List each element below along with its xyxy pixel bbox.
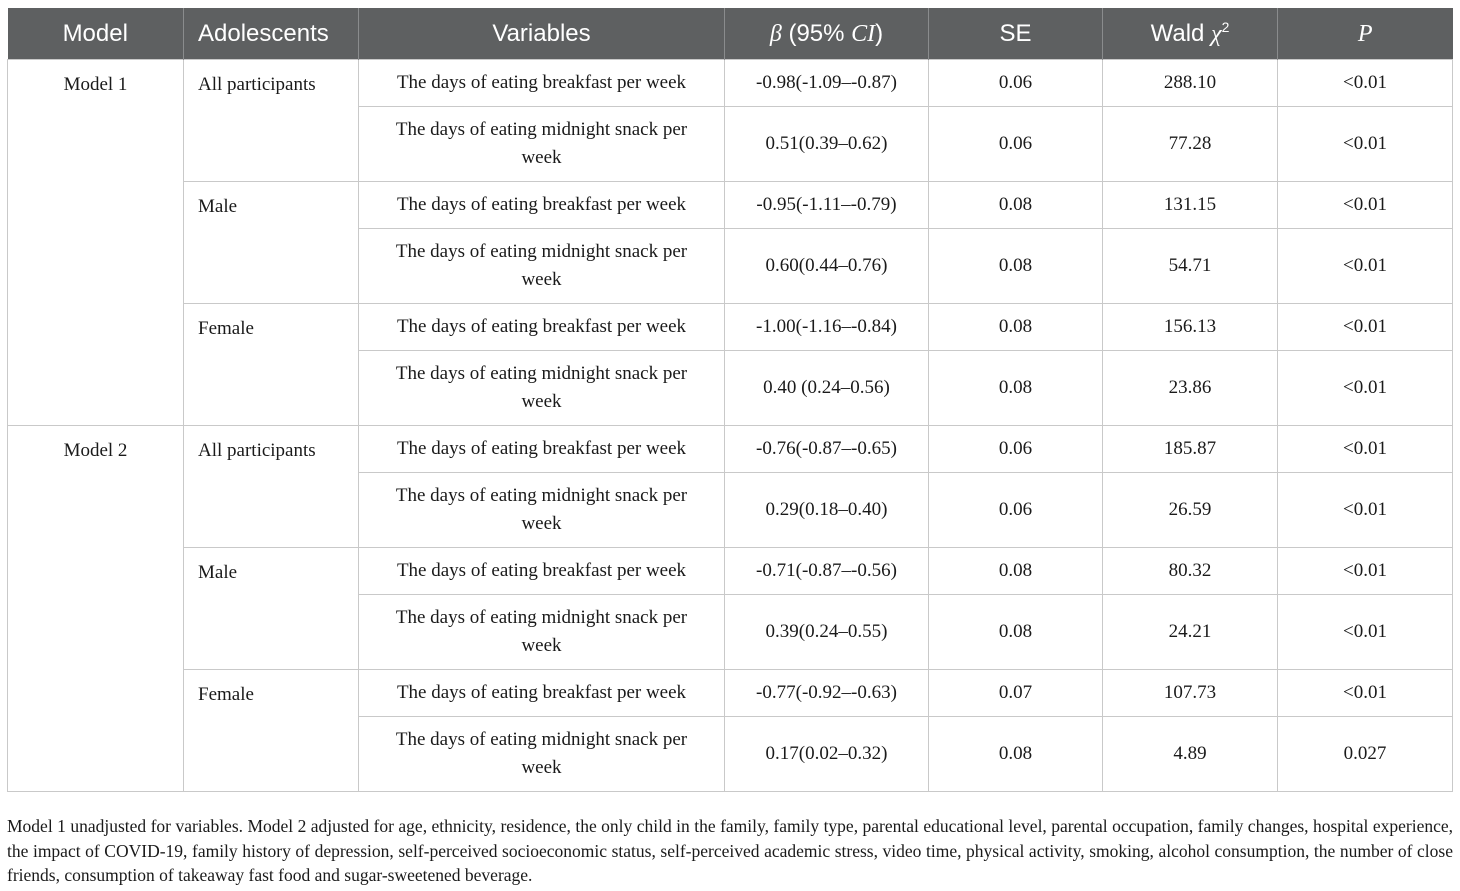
beta-cell: 0.39(0.24–0.55) (725, 595, 929, 670)
beta-cell: -0.71(-0.87–-0.56) (725, 548, 929, 595)
wald-cell: 185.87 (1103, 426, 1278, 473)
wald-cell: 77.28 (1103, 107, 1278, 182)
header-variables: Variables (359, 8, 725, 60)
wald-label: Wald (1150, 20, 1212, 47)
adolescents-cell: All participants (184, 426, 359, 548)
p-value-cell: <0.01 (1278, 107, 1453, 182)
beta-cell: -0.95(-1.11–-0.79) (725, 182, 929, 229)
se-cell: 0.06 (929, 60, 1103, 107)
variable-cell: The days of eating breakfast per week (359, 426, 725, 473)
p-value-cell: <0.01 (1278, 670, 1453, 717)
wald-cell: 54.71 (1103, 229, 1278, 304)
wald-cell: 23.86 (1103, 351, 1278, 426)
p-value-cell: <0.01 (1278, 473, 1453, 548)
adolescents-cell: Male (184, 548, 359, 670)
p-value-cell: <0.01 (1278, 304, 1453, 351)
beta-cell: -0.76(-0.87–-0.65) (725, 426, 929, 473)
variable-cell: The days of eating midnight snack per week (359, 229, 725, 304)
header-p (1278, 8, 1453, 60)
p-value-cell: <0.01 (1278, 229, 1453, 304)
wald-cell: 26.59 (1103, 473, 1278, 548)
variable-cell: The days of eating midnight snack per week (359, 473, 725, 548)
beta-cell: 0.29(0.18–0.40) (725, 473, 929, 548)
p-value-cell: <0.01 (1278, 595, 1453, 670)
wald-cell: 131.15 (1103, 182, 1278, 229)
variable-cell: The days of eating midnight snack per week (359, 717, 725, 792)
se-cell: 0.08 (929, 717, 1103, 792)
beta-close: ) (875, 19, 884, 47)
variable-cell: The days of eating midnight snack per week (359, 595, 725, 670)
beta-ci-label: CI (851, 20, 876, 47)
variable-cell: The days of eating breakfast per week (359, 670, 725, 717)
beta-cell: 0.17(0.02–0.32) (725, 717, 929, 792)
model-cell: Model 1 (8, 60, 184, 426)
header-row (8, 8, 1453, 60)
se-cell: 0.08 (929, 595, 1103, 670)
wald-cell: 80.32 (1103, 548, 1278, 595)
header-model: Model (8, 8, 184, 60)
header-se: SE (929, 8, 1103, 60)
table-row (8, 426, 1453, 473)
header-wald (1103, 8, 1278, 60)
adolescents-cell: All participants (184, 60, 359, 182)
table-row (8, 670, 1453, 717)
p-value-cell: 0.027 (1278, 717, 1453, 792)
wald-cell: 4.89 (1103, 717, 1278, 792)
p-value-cell: <0.01 (1278, 60, 1453, 107)
table-row (8, 182, 1453, 229)
table-body (8, 60, 1453, 792)
beta-label: (95% (781, 19, 852, 47)
se-cell: 0.06 (929, 473, 1103, 548)
table-header (8, 8, 1453, 60)
wald-chi-symbol: χ (1211, 21, 1222, 47)
se-cell: 0.06 (929, 426, 1103, 473)
beta-cell: 0.60(0.44–0.76) (725, 229, 929, 304)
se-cell: 0.08 (929, 548, 1103, 595)
se-cell: 0.08 (929, 351, 1103, 426)
wald-cell: 24.21 (1103, 595, 1278, 670)
adolescents-cell: Male (184, 182, 359, 304)
adolescents-cell: Female (184, 670, 359, 792)
beta-symbol: β (769, 20, 782, 47)
p-value-cell: <0.01 (1278, 182, 1453, 229)
variable-cell: The days of eating midnight snack per week (359, 107, 725, 182)
wald-cell: 107.73 (1103, 670, 1278, 717)
variable-cell: The days of eating breakfast per week (359, 304, 725, 351)
se-cell: 0.08 (929, 182, 1103, 229)
wald-cell: 156.13 (1103, 304, 1278, 351)
p-value-cell: <0.01 (1278, 548, 1453, 595)
p-label: P (1357, 20, 1373, 47)
beta-cell: -0.77(-0.92–-0.63) (725, 670, 929, 717)
adolescents-cell: Female (184, 304, 359, 426)
se-cell: 0.06 (929, 107, 1103, 182)
wald-superscript: 2 (1221, 19, 1230, 35)
p-value-cell: <0.01 (1278, 426, 1453, 473)
variable-cell: The days of eating breakfast per week (359, 60, 725, 107)
results-table (7, 8, 1453, 792)
variable-cell: The days of eating breakfast per week (359, 548, 725, 595)
header-beta (725, 8, 929, 60)
beta-cell: 0.51(0.39–0.62) (725, 107, 929, 182)
table-row (8, 304, 1453, 351)
se-cell: 0.08 (929, 304, 1103, 351)
model-cell: Model 2 (8, 426, 184, 792)
variable-cell: The days of eating midnight snack per week (359, 351, 725, 426)
beta-cell: -0.98(-1.09–-0.87) (725, 60, 929, 107)
header-adolescents: Adolescents (184, 8, 359, 60)
p-value-cell: <0.01 (1278, 351, 1453, 426)
variable-cell: The days of eating breakfast per week (359, 182, 725, 229)
table-row (8, 60, 1453, 107)
table-footnote: Model 1 unadjusted for variables. Model 2 adjusted for age, ethnicity, residence, the only child in the family, family type, parental educational level, parental occupation, family changes, hospital experience, the impact of COVID-19, family history of depression, self-perceived socioeconomic status, self-perceived academic stress, video time, physical activity, smoking, alcohol consumption, the number of close friends, consumption of takeaway fast food and sugar-sweetened beverage. (7, 816, 1453, 885)
results-table-container (7, 8, 1452, 792)
beta-cell: 0.40 (0.24–0.56) (725, 351, 929, 426)
table-row (8, 548, 1453, 595)
wald-cell: 288.10 (1103, 60, 1278, 107)
beta-cell: -1.00(-1.16–-0.84) (725, 304, 929, 351)
se-cell: 0.07 (929, 670, 1103, 717)
se-cell: 0.08 (929, 229, 1103, 304)
